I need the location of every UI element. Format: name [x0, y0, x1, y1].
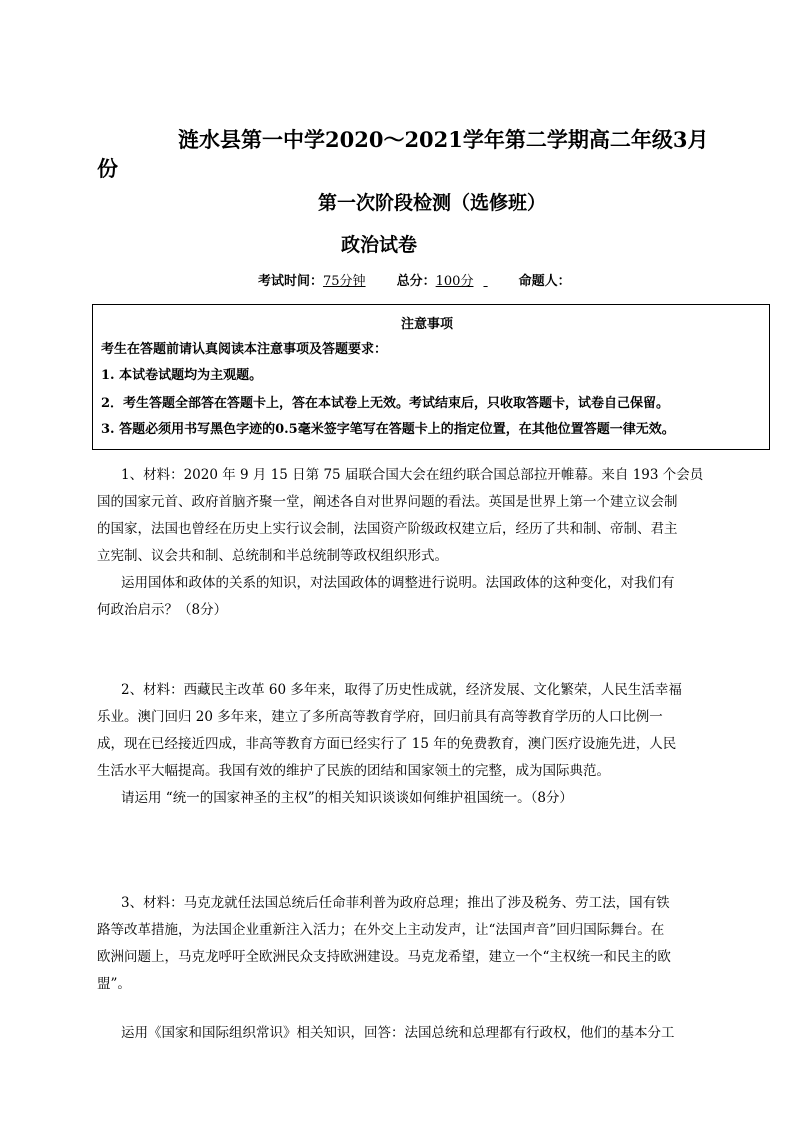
total-score-value: 100分	[435, 274, 474, 289]
q3-line-4: 盟”。	[97, 976, 131, 992]
q2-line-2: 乐业。澳门回归 20 多年来，建立了多所高等教育学府，回归前具有高等教育学历的人口比例一	[97, 709, 663, 725]
q2-line-4: 生活水平大幅提高。我国有效的维护了民族的团结和国家领土的完整，成为国际典范。	[97, 763, 610, 779]
exam-time-value: 75分钟	[323, 274, 366, 289]
page-title-line2: 第一次阶段检测（选修班）	[318, 192, 547, 214]
q3-line-1: 3、材料：马克龙就任法国总统后任命菲利普为政府总理；推出了涉及税务、劳工法，国有铁	[121, 895, 670, 911]
q1-line-6: 何政治启示？（8分）	[97, 602, 228, 618]
q2-line-3: 成，现在已经接近四成，非高等教育方面已经实行了 15 年的免费教育，澳门医疗设施先进，人民	[97, 736, 677, 752]
exam-info	[258, 270, 571, 289]
q2-line-5: 请运用 “统一的国家神圣的主权”的相关知识谈谈如何维护祖国统一。（8分）	[121, 790, 573, 806]
notice-title: 注意事项	[401, 317, 454, 332]
q1-line-1: 1、材料：2020 年 9 月 15 日第 75 届联合国大会在纽约联合国总部拉开帷幕。来自 193 个会员	[121, 467, 704, 483]
q3-line-5: 运用《国家和国际组织常识》相关知识，回答：法国总统和总理都有行政权，他们的基本分工	[121, 1025, 675, 1041]
q1-line-5: 运用国体和政体的关系的知识，对法国政体的调整进行说明。法国政体的这种变化，对我们有	[121, 575, 675, 591]
total-score-label: 总分：	[396, 274, 436, 289]
notice-item-2: 2．考生答题全部答在答题卡上，答在本试卷上无效。考试结束后，只收取答题卡，试卷自己保留。	[101, 396, 670, 411]
q1-line-3: 的国家，法国也曾经在历史上实行议会制，法国资产阶级政权建立后，经历了共和制、帝制、君主	[97, 521, 678, 537]
exam-time-label: 考试时间：	[258, 274, 324, 289]
q3-line-2: 路等改革措施，为法国企业重新注入活力；在外交上主动发声，让“法国声音”回归国际舞台。在	[97, 922, 665, 938]
q1-line-2: 国的国家元首、政府首脑齐聚一堂，阐述各自对世界问题的看法。英国是世界上第一个建立议会制	[97, 494, 678, 510]
author-label: 命题人：	[518, 274, 571, 289]
score-underline	[473, 274, 487, 289]
page-title-subject: 政治试卷	[341, 234, 418, 256]
page-title-line1: 涟水县第一中学2020～2021学年第二学期高二年级3月	[178, 127, 709, 152]
q1-line-4: 立宪制、议会共和制、总统制和半总统制等政权组织形式。	[97, 548, 448, 564]
notice-item-1: 1. 本试卷试题均为主观题。	[101, 368, 263, 383]
notice-item-3: 3. 答题必须用书写黑色字迹的0.5毫米签字笔写在答题卡上的指定位置，在其他位置答题一律无效。	[101, 422, 675, 437]
q2-line-1: 2、材料：西藏民主改革 60 多年来，取得了历史性成就，经济发展、文化繁荣，人民生活幸福	[121, 682, 682, 698]
q3-line-3: 欧洲问题上，马克龙呼吁全欧洲民众支持欧洲建设。马克龙希望，建立一个“主权统一和民主的欧	[97, 949, 671, 965]
notice-intro: 考生在答题前请认真阅读本注意事项及答题要求：	[101, 342, 388, 357]
page-title-line1-wrap: 份	[97, 156, 118, 181]
